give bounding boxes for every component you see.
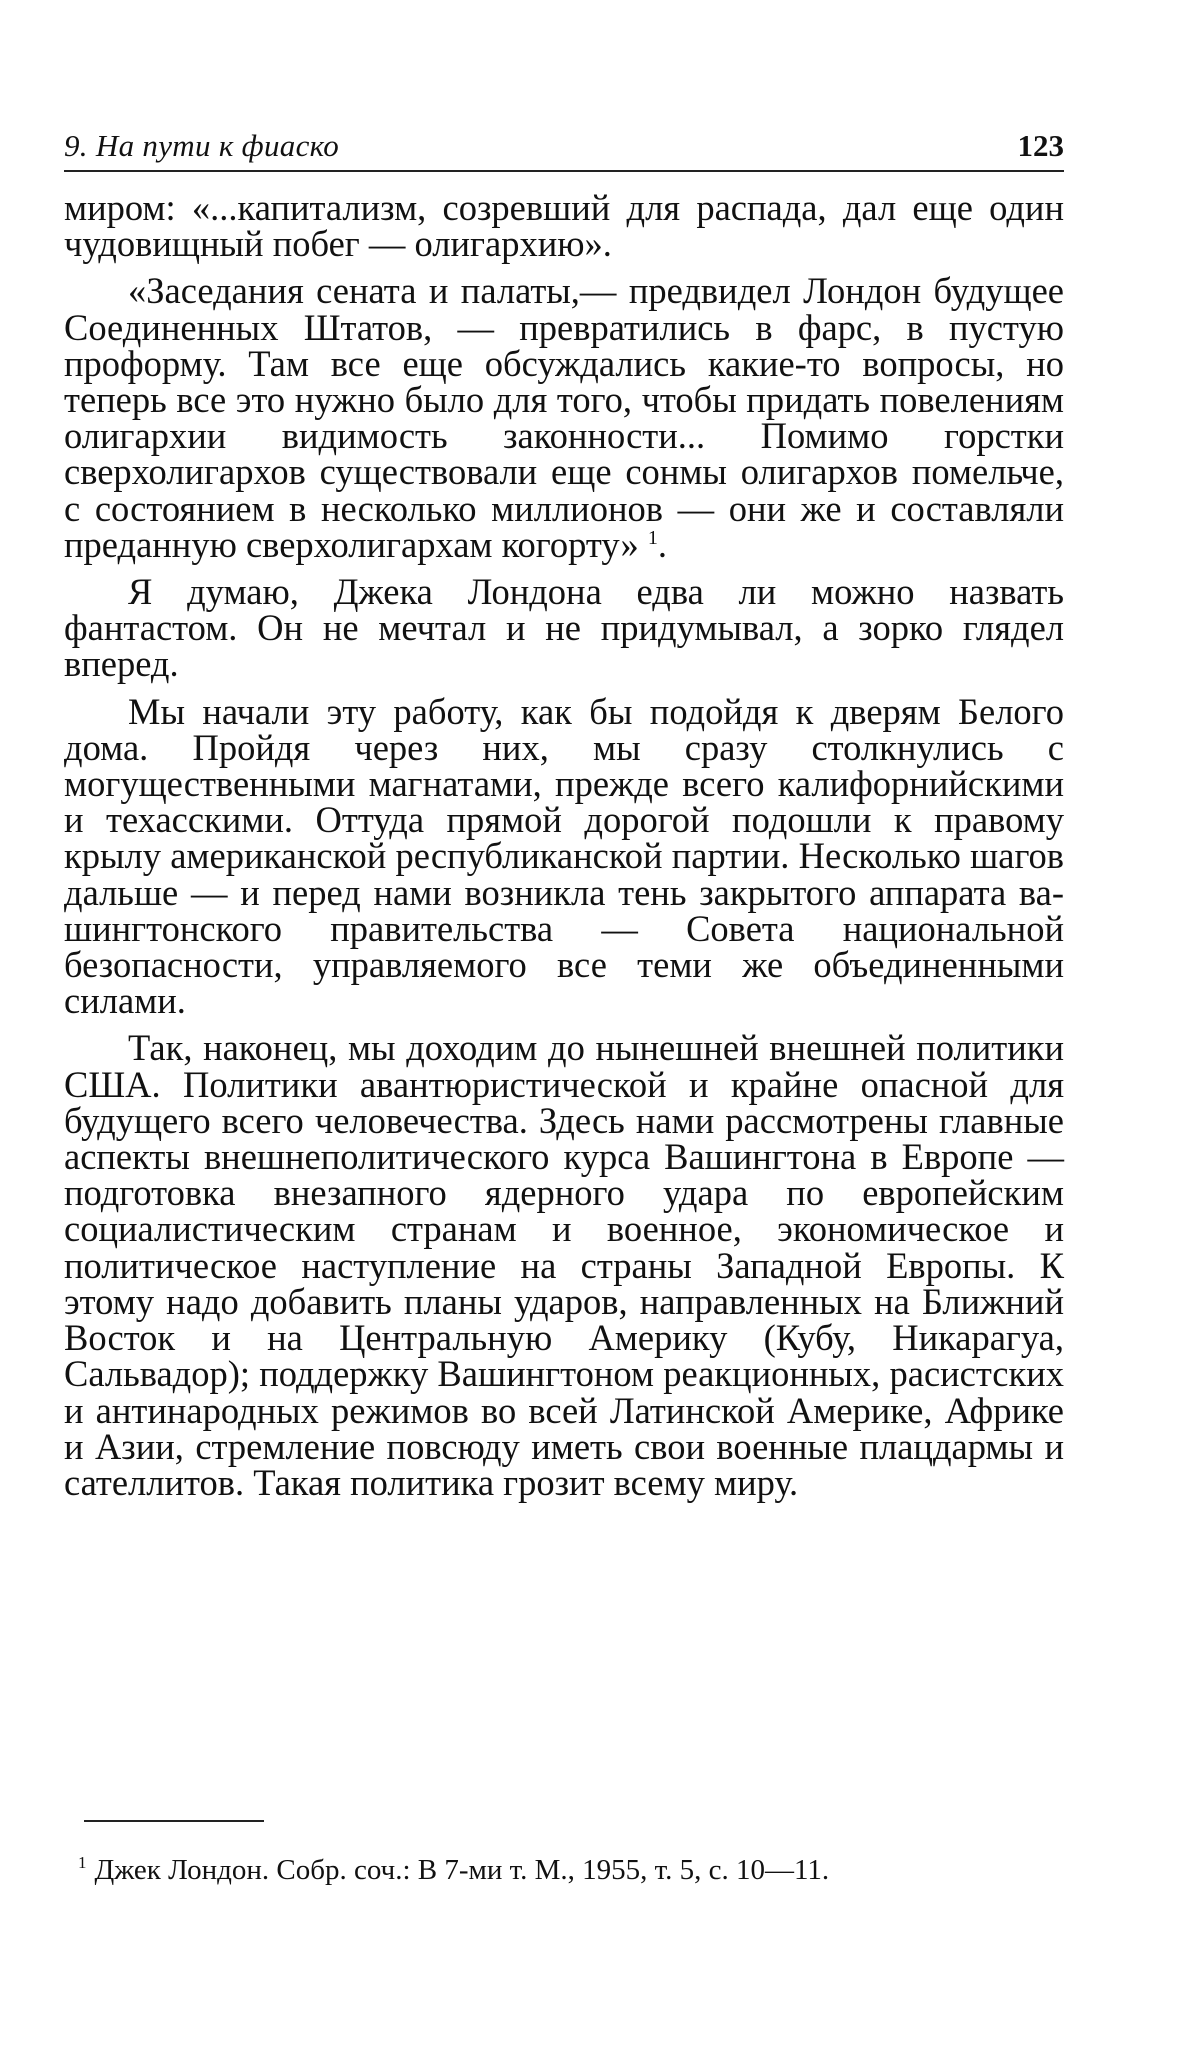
book-page <box>64 120 1064 1501</box>
body-text <box>64 187 1064 1503</box>
footnote-marker: 1 <box>78 1853 87 1873</box>
paragraph: Я думаю, Джека Лондона едва ли можно назвать фантастом. Он не мечтал и не придумывал, а зорко глядел вперед. <box>64 571 1064 685</box>
footnote-reference: 1 <box>647 526 658 549</box>
running-title: 9. На пути к фиаско <box>64 128 340 163</box>
page-number: 123 <box>1017 128 1064 163</box>
footnote-divider <box>84 1820 264 1822</box>
paragraph: Так, наконец, мы доходим до нынешней внешней политики США. Политики авантюристической и крайне опасной для будущего всего человечества. Здесь нами рассмотрены главные аспекты внешнеполитического курса Вашингтона в Европе — подготовка внезапного ядерного удара по европейским социалистическим странам и военное, экономическое и политическое наступление на страны Западной Европы. К этому надо добавить планы ударов, направленных на Ближний Восток и на Центральную Америку (Кубу, Никарагуа, Сальвадор); поддержку Вашингтоном реакционных, расистских и антинародных режимов во всей Латинской Америке, Африке и Азии, стремление повсюду иметь свои военные плацдармы и сателлитов. Такая политика грозит всему миру. <box>64 1027 1064 1503</box>
footnote-text: Джек Лондон. Собр. соч.: В 7-ми т. М., 1955, т. 5, с. 10—11. <box>94 1854 830 1886</box>
footnote <box>78 1852 1078 1888</box>
running-head <box>64 120 1064 172</box>
quote-text: «Заседания сената и палаты,— предвидел Лондон будущее Соединенных Штатов, — превратились в фарс, в пустую проформу. Там все еще обсуждались какие-то вопросы, но теперь все это нужно было для того, чтобы придать повелениям олигархии видимость законности... Помимо горстки сверхолигархов существовали еще сонмы олигархов помельче, с состоянием в несколько миллионов — они же и составляли преданную сверхолигархам когорту» <box>64 270 1064 565</box>
paragraph: Мы начали эту работу, как бы подойдя к дверям Белого дома. Пройдя через них, мы сразу столкнулись с могущественными магнатами, прежде всего калифорнийскими и техасскими. Оттуда прямой дорогой подошли к правому крылу американской республиканской партии. Несколько шагов дальше — и перед нами возникла тень закрытого аппарата вашингтонского правительства — Совета национальной безопасности, управляемого все теми же объединенными силами. <box>64 690 1064 1022</box>
paragraph-quote <box>64 270 1064 565</box>
paragraph-continuation: миром: «...капитализм, созревший для распада, дал еще один чудовищный побег — олигархию». <box>64 187 1064 265</box>
quote-end-punctuation: . <box>657 523 667 565</box>
